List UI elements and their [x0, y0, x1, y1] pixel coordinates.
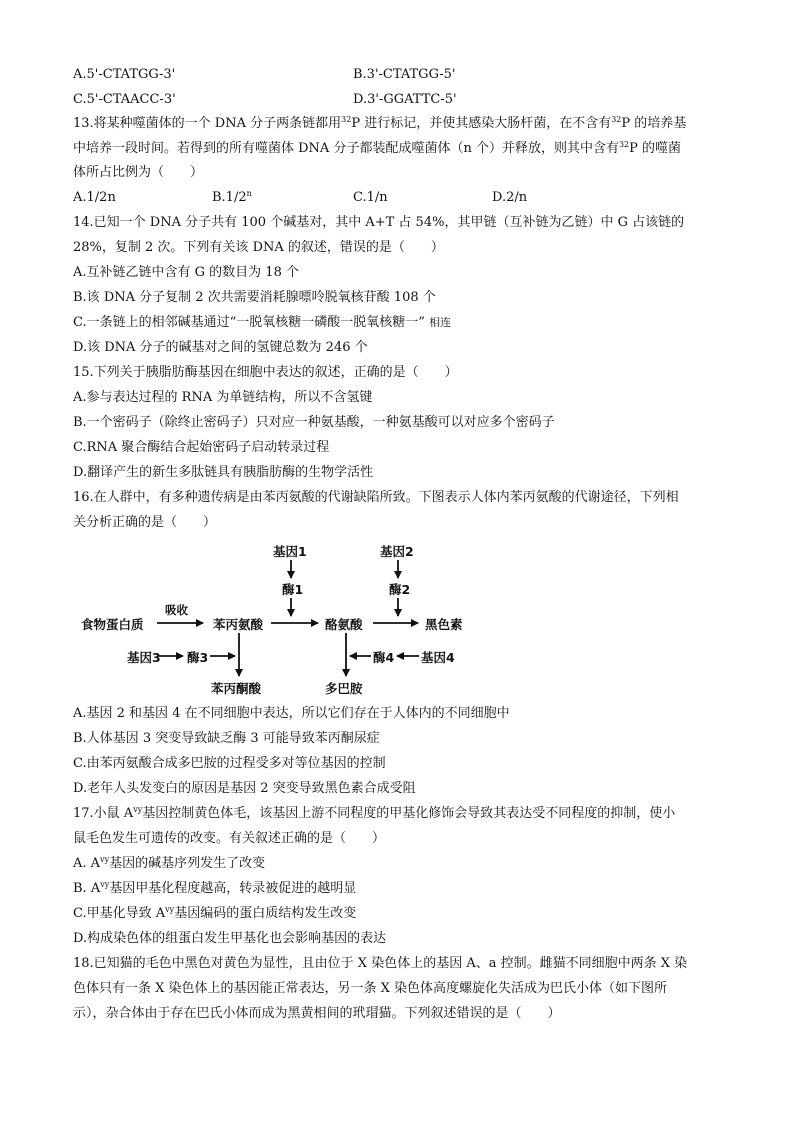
- q13-stem-line2: 中培养一段时间。若得到的所有噬菌体 DNA 分子都装配成噬菌体（n 个）并释放，则其中含有$^{32}$P 的噬菌: [73, 140, 682, 156]
- q18-stem-line3: 示），杂合体由于存在巴氏小体而成为黑黄相间的玳瑁猫。下列叙述错误的是（ ）: [73, 1006, 561, 1021]
- q13-option-a: A.1/2n: [73, 190, 116, 205]
- q17-option-c: C.甲基化导致 $A^{vy}$基因编码的蛋白质结构发生改变: [73, 905, 357, 921]
- label-absorb: 吸收: [165, 603, 188, 617]
- q14-stem-line1: 14.已知一个 DNA 分子共有 100 个碱基对，其中 A+T 占 54%，其甲链（互补链为乙链）中 G 占该链的: [73, 215, 685, 230]
- q16-stem-line1: 16.在人群中，有多种遗传病是由苯丙氨酸的代谢缺陷所致。下图表示人体内苯丙氨酸的代谢途径，下列相: [73, 490, 679, 505]
- q14-option-a: A.互补链乙链中含有 G 的数目为 18 个: [73, 265, 299, 280]
- q15-option-a: A.参与表达过程的 RNA 为单链结构，所以不含氢键: [73, 390, 373, 405]
- q16-option-b: B.人体基因 3 突变导致缺乏酶 3 可能导致苯丙酮尿症: [73, 731, 380, 746]
- q14-option-d: D.该 DNA 分子的碱基对之间的氢键总数为 246 个: [73, 340, 368, 355]
- q16-option-a: A.基因 2 和基因 4 在不同细胞中表达，所以它们存在于人体内的不同细胞中: [73, 706, 510, 721]
- q17-stem-line2: 鼠毛色发生可遗传的改变。有关叙述正确的是（ ）: [73, 831, 386, 846]
- q13-option-d: D.2/n: [492, 190, 528, 205]
- node-phenylalanine: 苯丙氨酸: [213, 617, 264, 632]
- q17-option-a: A. $A^{vy}$基因的碱基序列发生了改变: [73, 855, 266, 871]
- node-gene2: 基因2: [380, 544, 414, 559]
- q18-stem-line2: 色体只有一条 X 染色体上的基因能正常表达，另一条 X 染色体高度螺旋化失活成为巴氏小体（如下图所: [73, 981, 668, 996]
- q13-option-c: C.1/n: [353, 190, 388, 205]
- q18-stem-line1: 18.已知猫的毛色中黑色对黄色为显性，且由位于 X 染色体上的基因 A、a 控制。雌猫不同细胞中两条 X 染: [73, 956, 688, 971]
- q12-option-a: A.5'-CTATGG-3': [73, 67, 176, 82]
- node-food-protein: 食物蛋白质: [81, 617, 144, 632]
- node-enzyme4: 酶4: [373, 650, 395, 665]
- q17-option-d: D.构成染色体的组蛋白发生甲基化也会影响基因的表达: [73, 931, 387, 946]
- q13-stem-line3: 体所占比例为（ ）: [73, 165, 204, 180]
- q17-stem-line1: 17.小鼠 $A^{vy}$基因控制黄色体毛，该基因上游不同程度的甲基化修饰会导致其表达受不同程度的抑制，使小: [73, 805, 676, 821]
- q15-stem: 15.下列关于胰脂肪酶基因在细胞中表达的叙述，正确的是（ ）: [73, 365, 458, 380]
- node-enzyme2: 酶2: [389, 582, 411, 597]
- node-phenylpyruvate: 苯丙酮酸: [211, 681, 262, 696]
- node-enzyme1: 酶1: [282, 582, 304, 597]
- q14-option-b: B.该 DNA 分子复制 2 次共需要消耗腺嘌呤脱氧核苷酸 108 个: [73, 290, 436, 305]
- q12-option-c: C.5'-CTAACC-3': [73, 92, 176, 107]
- q16-option-d: D.老年人头发变白的原因是基因 2 突变导致黑色素合成受阻: [73, 781, 416, 796]
- q17-option-b: B. $A^{vy}$基因甲基化程度越高，转录被促进的越明显: [73, 880, 357, 896]
- node-enzyme3: 酶3: [187, 650, 209, 665]
- node-gene4: 基因4: [421, 650, 455, 665]
- node-tyrosine: 酪氨酸: [325, 617, 363, 632]
- q16-stem-line2: 关分析正确的是（ ）: [73, 515, 217, 530]
- q16-option-c: C.由苯丙氨酸合成多巴胺的过程受多对等位基因的控制: [73, 756, 386, 771]
- q13-option-b: B.1/2$^n$: [212, 189, 252, 205]
- node-gene3: 基因3: [127, 650, 161, 665]
- node-dopamine: 多巴胺: [325, 681, 363, 696]
- q14-option-c: C.一条链上的相邻碱基通过“一脱氧核糖一磷酸一脱氧核糖一” 相连: [73, 315, 452, 330]
- q15-option-c: C.RNA 聚合酶结合起始密码子启动转录过程: [73, 440, 330, 455]
- q12-option-b: B.3'-CTATGG-5': [353, 67, 456, 82]
- q12-option-d: D.3'-GGATTC-5': [353, 92, 457, 107]
- q14-stem-line2: 28%，复制 2 次。下列有关该 DNA 的叙述，错误的是（ ）: [73, 240, 444, 255]
- node-melanin: 黑色素: [425, 617, 463, 632]
- q13-stem-line1: 13.将某种噬菌体的一个 DNA 分子两条链都用$^{32}$P 进行标记，并使其感染大肠杆菌，在不含有$^{32}$P 的培养基: [73, 115, 687, 131]
- q15-option-b: B.一个密码子（除终止密码子）只对应一种氨基酸，一种氨基酸可以对应多个密码子: [73, 415, 555, 430]
- node-gene1: 基因1: [273, 544, 307, 559]
- phenylalanine-pathway-diagram: [73, 536, 473, 696]
- q15-option-d: D.翻译产生的新生多肽链具有胰脂肪酶的生物学活性: [73, 465, 374, 480]
